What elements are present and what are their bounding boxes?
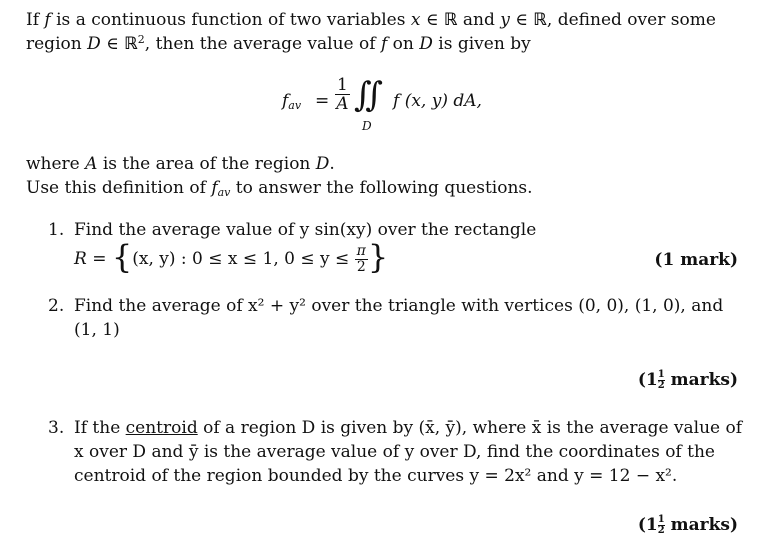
- question-1-line-2: R = {(x, y) : 0 ≤ x ≤ 1, 0 ≤ y ≤ $\frac{\pi}{2}$ }: [74, 238, 389, 276]
- question-1-number: 1.: [48, 220, 65, 240]
- question-2-number: 2.: [48, 296, 65, 316]
- document-page: If f is a continuous function of two variables x ∈ ℝ and y ∈ ℝ, defined over some region D ∈ ℝ$^2$, then the average value of f on D is given by $f_{av}$ = $\frac{1}{A}$ ∬ D f (x, y) dA, where A is the area of the region D. Use this definition of $f_{av}$ to answer the following questions. 1. Find the average value of y sin(xy) over the rectangle R = {(x, y) : 0 ≤ x ≤ 1, 0 ≤ y ≤ $\frac{\pi}{2}$ } (1 mark) 2. Find the average of x² + y² over the triangle with vertices (0, 0), (1, 0), and (1, 1) (1 $\frac{1}{2}$ marks) 3. If the centroid of a region D is given by (x̄, ȳ), where x̄ is the average value of x over D and ȳ is the average value of y over D, find the coordinates of the centroid of the region bounded by the curves y = 2x² and y = 12 − x². (1 $\frac{1}{2}$ marks): [26, 10, 743, 536]
- question-3-line-1: If the centroid of a region D is given by (x̄, ȳ), where x̄ is the average value of: [74, 418, 743, 438]
- after-line-1: where A is the area of the region D.: [26, 154, 335, 174]
- question-3-number: 3.: [48, 418, 65, 438]
- question-1-line-1: Find the average value of y sin(xy) over the rectangle: [74, 220, 537, 240]
- formula-fraction: $\frac{1}{A}$: [336, 75, 349, 114]
- question-2-marks: (1 $\frac{1}{2}$ marks): [637, 369, 738, 391]
- after-line-2: Use this definition of $f_{av}$ to answer the following questions.: [26, 178, 533, 199]
- intro-line-2: region D ∈ ℝ$^2$, then the average value of f on D is given by: [26, 33, 531, 54]
- question-1-marks: (1 mark): [654, 250, 738, 270]
- double-integral-symbol: ∬: [354, 75, 383, 115]
- question-3-line-3: centroid of the region bounded by the curves y = 2x² and y = 12 − x².: [74, 466, 678, 486]
- question-2-line-2: (1, 1): [74, 320, 120, 340]
- centroid-term: centroid: [125, 418, 198, 438]
- question-3-line-2: x over D and ȳ is the average value of y over D, find the coordinates of the: [74, 442, 715, 462]
- question-2-line-1: Find the average of x² + y² over the triangle with vertices (0, 0), (1, 0), and: [74, 296, 724, 316]
- question-3-marks: (1 $\frac{1}{2}$ marks): [637, 514, 738, 536]
- intro-line-1: If f is a continuous function of two variables x ∈ ℝ and y ∈ ℝ, defined over some: [26, 10, 716, 30]
